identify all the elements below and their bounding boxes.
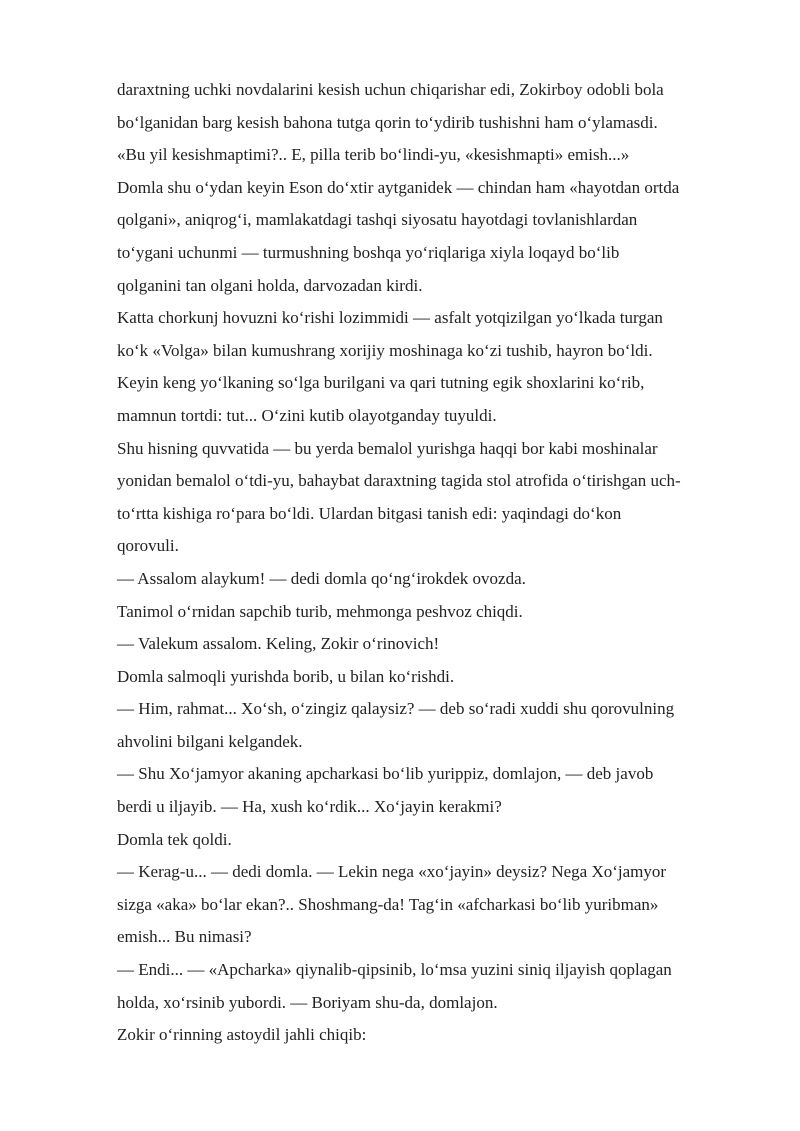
text-line: qorovuli.	[117, 536, 179, 556]
text-line: — Kerag-u... — dedi domla. — Lekin nega «xo‘jayin» deysiz? Nega Xo‘jamyor	[117, 862, 667, 882]
text-line: — Shu Xo‘jamyor akaning apcharkasi bo‘lib yurippiz, domlajon, — deb javob	[117, 764, 654, 784]
text-line: sizga «aka» bo‘lar ekan?.. Shoshmang-da! Tag‘in «afcharkasi bo‘lib yuribman»	[117, 894, 659, 914]
text-line: to‘ygani uchunmi — turmushning boshqa yo‘riqlariga xiyla loqayd bo‘lib	[117, 242, 620, 262]
text-line: mamnun tortdi: tut... O‘zini kutib olayotganday tuyuldi.	[117, 405, 497, 425]
text-line: qolganini tan olgani holda, darvozadan kirdi.	[117, 275, 423, 295]
text-line: daraxtning uchki novdalarini kesish uchun chiqarishar edi, Zokirboy odobli bola	[117, 80, 664, 99]
text-line: emish... Bu nimasi?	[117, 927, 252, 947]
text-line: «Bu yil kesishmaptimi?.. E, pilla terib bo‘lindi-yu, «kesishmapti» emish...»	[117, 145, 630, 165]
text-line: berdi u iljayib. — Ha, xush ko‘rdik... Xo‘jayin kerakmi?	[117, 797, 502, 817]
text-line: — Assalom alaykum! — dedi domla qo‘ng‘irokdek ovozda.	[117, 568, 526, 588]
text-line: ahvolini bilgani kelgandek.	[117, 731, 303, 751]
document-text-body	[117, 74, 747, 1052]
text-line: Tanimol o‘rnidan sapchib turib, mehmonga peshvoz chiqdi.	[117, 601, 523, 621]
text-line: ko‘k «Volga» bilan kumushrang xorijiy moshinaga ko‘zi tushib, hayron bo‘ldi.	[117, 340, 653, 360]
text-line: — Valekum assalom. Keling, Zokir o‘rinovich!	[117, 634, 440, 654]
text-line: — Endi... — «Apcharka» qiynalib-qipsinib, lo‘msa yuzini siniq iljayish qoplagan	[117, 960, 672, 980]
text-line: Zokir o‘rinning astoydil jahli chiqib:	[117, 1025, 367, 1045]
text-line: Keyin keng yo‘lkaning so‘lga burilgani va qari tutning egik shoxlarini ko‘rib,	[117, 373, 645, 393]
text-line: holda, xo‘rsinib yubordi. — Boriyam shu-da, domlajon.	[117, 992, 498, 1012]
text-line: Domla tek qoldi.	[117, 829, 232, 849]
text-line: Domla shu o‘ydan keyin Eson do‘xtir aytganidek — chindan ham «hayotdan ortda	[117, 177, 680, 197]
text-line: Katta chorkunj hovuzni ko‘rishi lozimmidi — asfalt yotqizilgan yo‘lkada turgan	[117, 308, 663, 328]
text-line: Shu hisning quvvatida — bu yerda bemalol yurishga haqqi bor kabi moshinalar	[117, 438, 658, 458]
text-line: Domla salmoqli yurishda borib, u bilan ko‘rishdi.	[117, 666, 455, 686]
text-line: yonidan bemalol o‘tdi-yu, bahaybat daraxtning tagida stol atrofida o‘tirishgan uch-	[117, 471, 681, 491]
text-line: qolgani», aniqrog‘i, mamlakatdagi tashqi siyosatu hayotdagi tovlanishlardan	[117, 210, 638, 230]
text-line: to‘rtta kishiga ro‘para bo‘ldi. Ulardan bitgasi tanish edi: yaqindagi do‘kon	[117, 503, 622, 523]
text-line: bo‘lganidan barg kesish bahona tutga qorin to‘ydirib tushishni ham o‘ylamasdi.	[117, 112, 658, 132]
text-line: — Him, rahmat... Xo‘sh, o‘zingiz qalaysiz? — deb so‘radi xuddi shu qorovulning	[117, 699, 675, 719]
